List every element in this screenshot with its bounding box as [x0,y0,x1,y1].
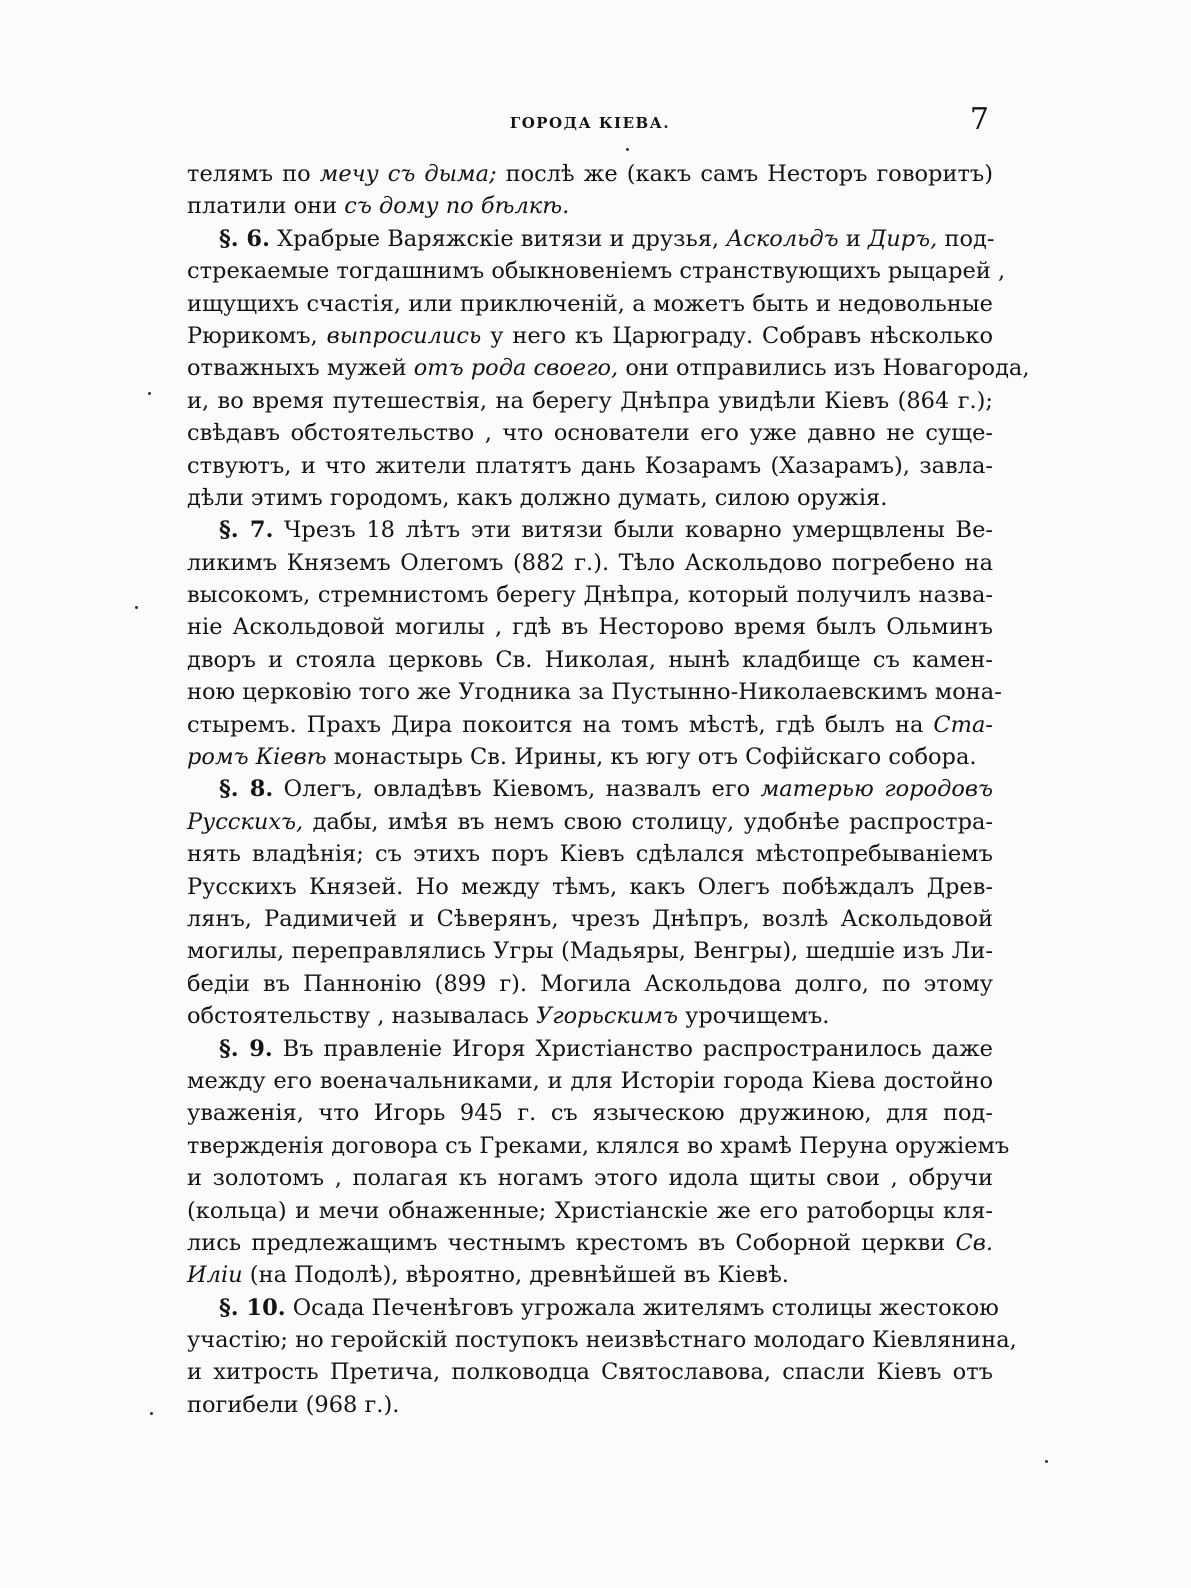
text-line: и, во время путешествія, на берегу Днѣпра увидѣли Кіевъ (864 г.); [187,387,993,414]
text-line: §. 9. Въ правленіе Игоря Христіанство распространилось даже [219,1035,993,1062]
paragraph [187,223,1030,515]
text-line: Иліи (на Подолѣ), вѣроятно, древнѣйшей въ Кіевѣ. [187,1262,789,1289]
italic-phrase: Св. [955,1229,993,1256]
italic-phrase: Иліи [187,1262,243,1289]
text-line: Рюрикомъ, выпросились у него къ Царюграду. Собравъ нѣсколько [187,322,993,349]
text-line: телямъ по мечу съ дыма; послѣ же (какъ самъ Несторъ говоритъ) [187,161,993,187]
print-speck [626,148,629,151]
section-number: §. 8. [219,776,274,803]
section-number: §. 10. [219,1294,286,1321]
print-speck [135,606,138,609]
text-line: (кольца) и мечи обнаженные; Христіанскіе же его ратоборцы кля- [187,1197,993,1224]
text-line: могилы, переправлялись Угры (Мадьяры, Венгры), шедшіе изъ Ли- [187,938,993,965]
italic-phrase: Аскольдъ [726,225,839,252]
italic-phrase: Ста- [933,711,993,738]
text-line: §. 7. Чрезъ 18 лѣтъ эти витязи были коварно умерщвлены Ве- [219,517,994,544]
text-line: отважныхъ мужей отъ рода своего, они отправились изъ Новагорода, [187,355,1030,382]
italic-phrase: выпросились [326,322,482,349]
italic-phrase: мечу съ дыма; [319,161,497,187]
text-line: и хитрость Претича, полководца Святославова, спасли Кіевъ отъ [187,1359,993,1386]
section-number: §. 9. [219,1035,273,1062]
text-line: ромъ Кіевѣ монастырь Св. Ирины, къ югу отъ Софійскаго собора. [187,744,977,771]
text-line: дѣли этимъ городомъ, какъ должно думать, силою оружія. [187,484,888,511]
body-text [187,158,1030,1421]
paragraph [187,158,993,223]
text-line: лянъ, Радимичей и Сѣверянъ, чрезъ Днѣпръ, возлѣ Аскольдовой [187,905,993,932]
print-speck [150,1412,153,1415]
text-line: твержденія договора съ Греками, клялся во храмѣ Перуна оружіемъ [187,1132,1010,1159]
print-speck [148,392,151,395]
text-line: свѣдавъ обстоятельство , что основатели его уже давно не суще- [187,420,993,447]
text-line: дворъ и стояла церковь Св. Николая, нынѣ кладбище съ камен- [187,646,993,673]
text-line: ищущихъ счастія, или приключеній, а можетъ быть и недовольные [187,290,993,317]
text-line: платили они съ дому по бѣлкѣ. [187,193,570,220]
text-line: ствуютъ, и что жители платятъ дань Козарамъ (Хазарамъ), завла- [187,452,993,479]
running-head [187,102,993,142]
text-line: участію; но геройскій поступокъ неизвѣстнаго молодаго Кіевлянина, [187,1327,1017,1354]
text-line: §. 10. Осада Печенѣговъ угрожала жителямъ столицы жестокою [219,1294,999,1321]
text-line: стыремъ. Прахъ Дира покоится на томъ мѣстѣ, гдѣ былъ на Ста- [187,711,993,738]
paragraph [187,1292,1017,1422]
text-line: ликимъ Княземъ Олегомъ (882 г.). Тѣло Аскольдово погребено на [187,549,993,576]
text-line: §. 6. Храбрые Варяжскіе витязи и друзья, Аскольдъ и Диръ, под- [219,225,995,252]
text-line: лись предлежащимъ честнымъ крестомъ въ Соборной церкви Св. [187,1229,993,1256]
italic-phrase: Угорьскимъ [535,1003,678,1030]
text-line: высокомъ, стремнистомъ берегу Днѣпра, который получилъ назва- [187,582,993,609]
paragraph [187,773,993,1032]
paragraph [187,514,1002,773]
section-number: §. 6. [219,225,270,252]
text-line: ною церковію того же Угодника за Пустынно-Николаевскимъ мона- [187,679,1002,706]
italic-phrase: ромъ Кіевѣ [187,744,327,771]
text-line: уваженія, что Игорь 945 г. съ языческою дружиною, для под- [187,1100,993,1127]
text-line: Русскихъ, дабы, имѣя въ немъ свою столицу, удобнѣе распростра- [187,808,993,835]
italic-phrase: съ дому по бѣлкѣ. [344,193,570,220]
text-line: погибели (968 г.). [187,1391,400,1418]
page-number: 7 [969,102,989,137]
italic-phrase: Русскихъ, [187,808,304,835]
italic-phrase: Диръ, [867,225,938,252]
text-line: бедіи въ Паннонію (899 г). Могила Аскольдова долго, по этому [187,970,993,997]
text-line: стрекаемые тогдашнимъ обыкновеніемъ странствующихъ рыцарей , [187,258,1006,285]
section-number: §. 7. [219,517,274,544]
text-line: между его военачальниками, и для Исторіи города Кіева достойно [187,1067,993,1094]
italic-phrase: отъ рода своего, [413,355,619,382]
text-line: нять владѣнія; съ этихъ поръ Кіевъ сдѣлался мѣстопребываніемъ [187,841,993,868]
print-speck [1045,1460,1048,1463]
paragraph [187,1033,1010,1292]
running-title: ГОРОДА КІЕВА. [509,114,671,132]
text-line: §. 8. Олегъ, овладѣвъ Кіевомъ, назвалъ его матерью городовъ [219,776,993,803]
text-line: ніе Аскольдовой могилы , гдѣ въ Несторово время былъ Ольминъ [187,614,993,641]
text-line: Русскихъ Князей. Но между тѣмъ, какъ Олегъ побѣждалъ Древ- [187,873,993,900]
text-line: и золотомъ , полагая къ ногамъ этого идола щиты свои , обручи [187,1165,993,1192]
text-line: обстоятельству , называлась Угорьскимъ урочищемъ. [187,1003,830,1030]
italic-phrase: матерью городовъ [760,776,993,803]
